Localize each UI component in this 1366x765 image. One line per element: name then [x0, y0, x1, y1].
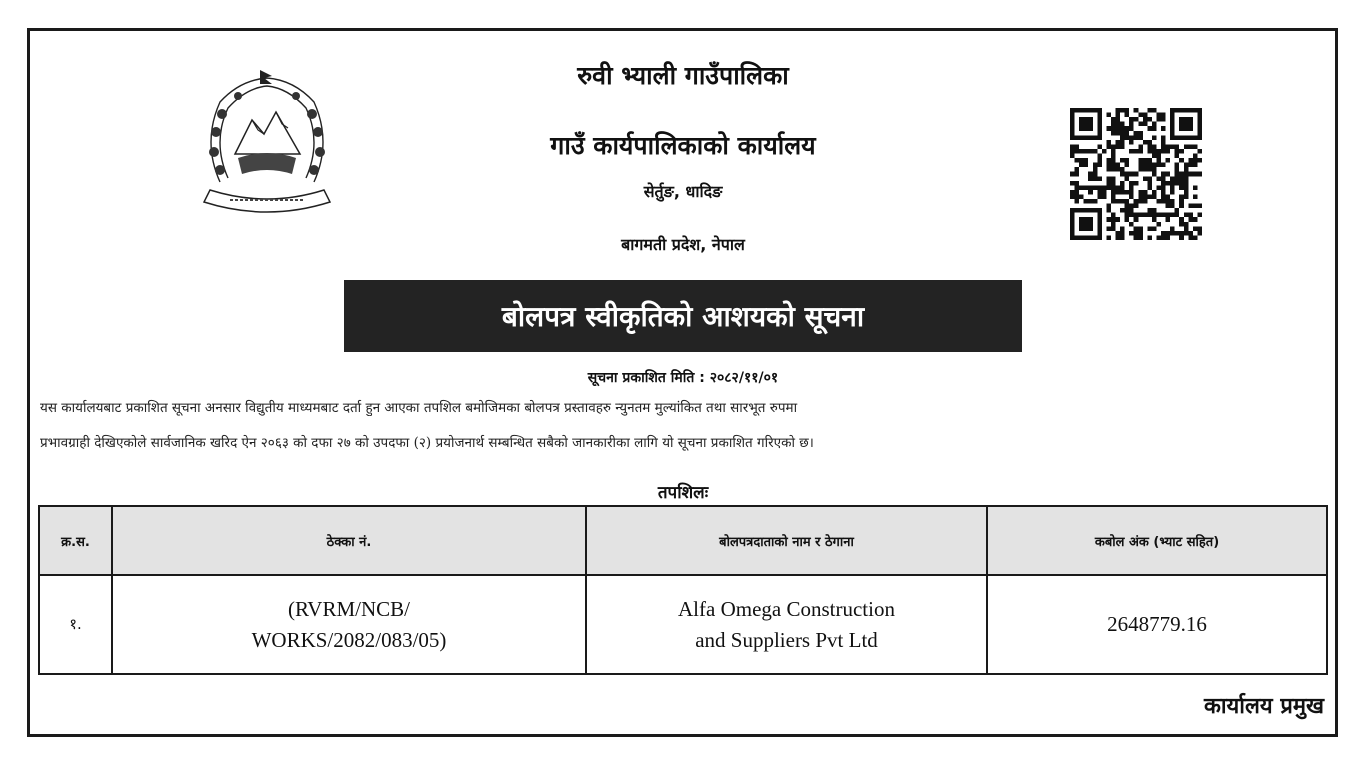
notice-paragraph-line-1: यस कार्यालयबाट प्रकाशित सूचना अनसार विद्युतीय माध्यमबाट दर्ता हुन आएका तपशिल बमोजिमका बोलपत्र प्रस्तावहरु न्युनतम मुल्यांकित तथा सारभूत रुपमा [40, 400, 798, 416]
table-row [39, 575, 1327, 674]
schedule-heading: तपशिलः [657, 483, 709, 503]
bidder-line-1: Alfa Omega Construction [678, 596, 895, 621]
cell-amount: 2648779.16 [987, 575, 1327, 674]
notice-title-banner: बोलपत्र स्वीकृतिको आशयको सूचना [344, 280, 1022, 352]
col-header-amount: कबोल अंक (भ्याट सहित) [987, 506, 1327, 575]
signatory: कार्यालय प्रमुख [1203, 694, 1324, 719]
notice-paragraph-line-2: प्रभावग्राही देखिएकोले सार्वजानिक खरिद ऐन २०६३ को दफा २७ को उपदफा (२) प्रयोजनार्थ सम्बन्धित सबैको जानकारीका लागि यो सूचना प्रकाशित गरिएको छ। [40, 435, 814, 451]
contract-line-2: WORKS/2082/083/05) [251, 627, 447, 652]
col-header-bidder: बोलपत्रदाताको नाम र ठेगाना [586, 506, 987, 575]
col-header-sn: क्र.स. [39, 506, 112, 575]
office-location: सेर्तुङ, धादिङ [643, 182, 723, 201]
cell-bidder [586, 575, 987, 674]
municipality-name: रुवी भ्याली गाउँपालिका [577, 61, 789, 90]
bid-table [38, 505, 1328, 675]
bidder-line-2: and Suppliers Pvt Ltd [695, 627, 878, 652]
publish-date: सूचना प्रकाशित मिति : २०८२/११/०१ [587, 370, 779, 386]
province-name: बागमती प्रदेश, नेपाल [621, 235, 745, 254]
office-name: गाउँ कार्यपालिकाको कार्यालय [550, 131, 816, 160]
contract-line-1: (RVRM/NCB/ [287, 596, 410, 621]
cell-sn: १. [39, 575, 112, 674]
cell-contract [112, 575, 586, 674]
col-header-contract: ठेक्का नं. [112, 506, 586, 575]
table-header-row [39, 506, 1327, 575]
